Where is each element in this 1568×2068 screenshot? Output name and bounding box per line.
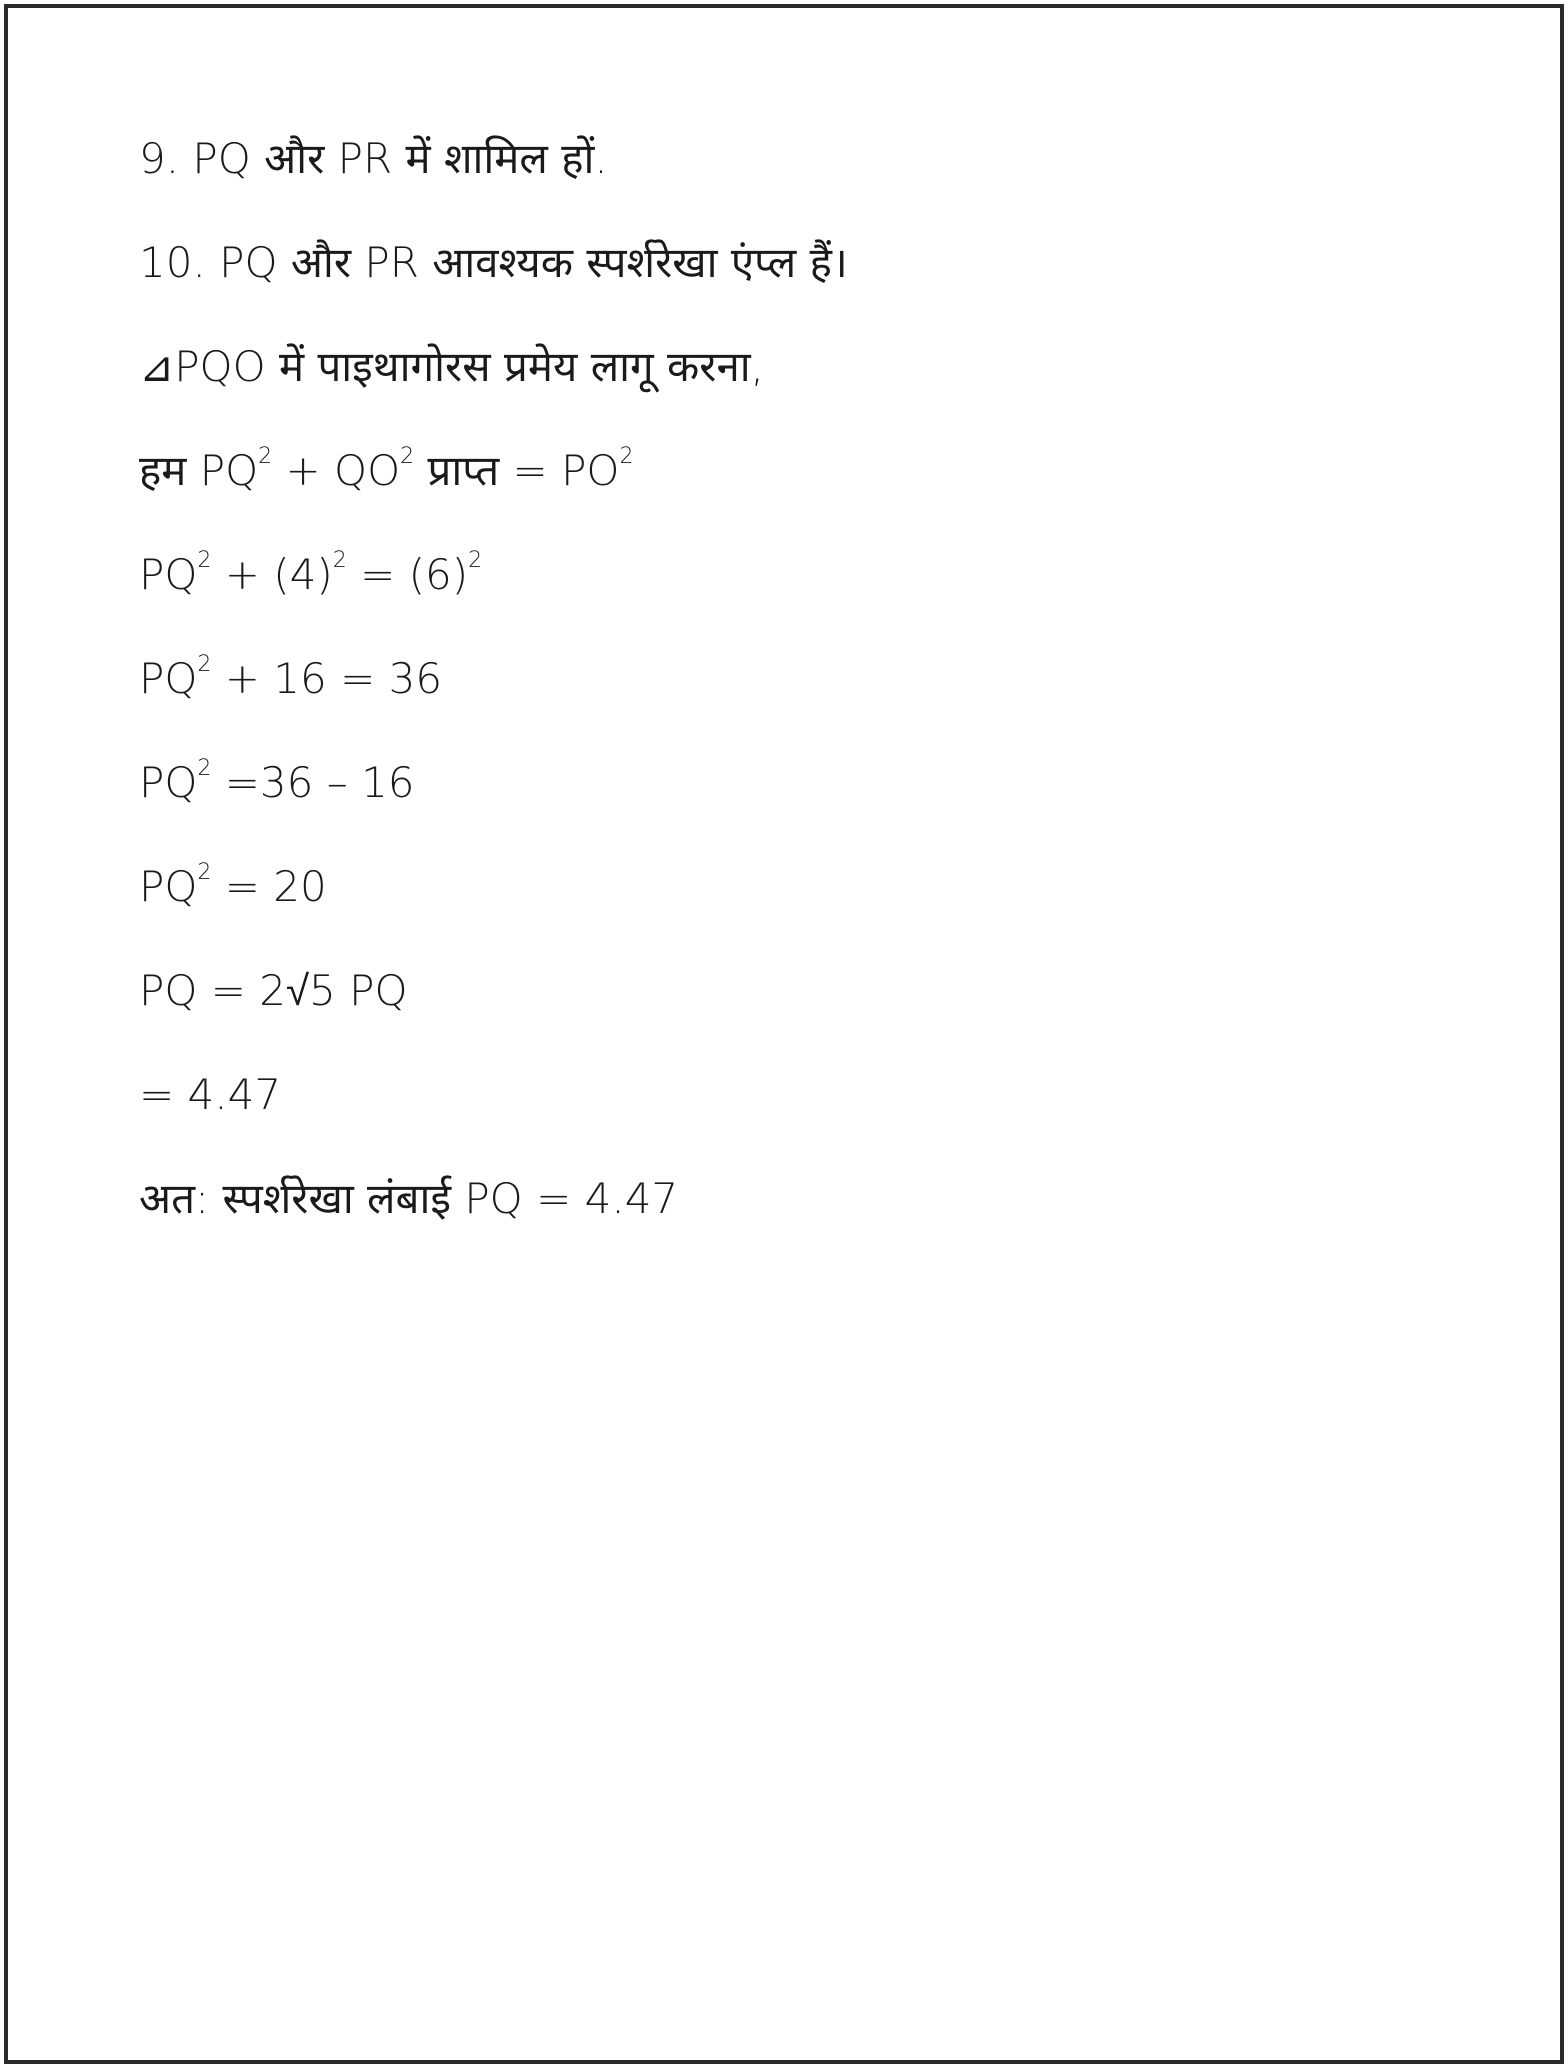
equation-root-line [139, 966, 848, 1074]
equation-subtract-line [139, 756, 848, 866]
equation-part: PQ [139, 550, 198, 599]
step-10-text: 10. PQ और PR आवश्यक स्पर्शरेखा एंप्ल हैं। [139, 238, 848, 287]
step-9-text: 9. PQ और PR में शामिल हों. [139, 134, 608, 183]
equation-part: = (6) [346, 550, 469, 599]
step-9-line [139, 134, 848, 242]
exponent: 2 [197, 860, 212, 885]
equation-general-line [139, 444, 848, 554]
equation-result-line [139, 860, 848, 970]
exponent: 2 [332, 548, 347, 573]
solution-text [139, 134, 848, 1282]
equation-part: = 20 [211, 862, 327, 911]
conclusion-line [139, 1174, 848, 1282]
exponent: 2 [258, 444, 273, 469]
equation-part: PQ [139, 862, 198, 911]
exponent: 2 [197, 548, 212, 573]
exponent: 2 [197, 756, 212, 781]
equation-part: प्राप्त = PO [414, 446, 620, 495]
equation-decimal-line [139, 1070, 848, 1178]
equation-part: + (4) [211, 550, 333, 599]
exponent: 2 [468, 548, 483, 573]
equation-part: + 16 = 36 [211, 654, 443, 703]
exponent: 2 [400, 444, 415, 469]
pythagoras-intro-line [139, 342, 848, 450]
step-10-line [139, 238, 848, 346]
pythagoras-intro-text: ⊿PQO में पाइथागोरस प्रमेय लागू करना, [139, 342, 765, 391]
document-page [4, 4, 1564, 2064]
exponent: 2 [197, 652, 212, 677]
equation-part: हम PQ [139, 446, 259, 495]
equation-root-text: PQ = 2√5 PQ [139, 966, 408, 1015]
equation-part: PQ [139, 654, 198, 703]
equation-part: + QO [272, 446, 401, 495]
equation-part: =36 – 16 [211, 758, 415, 807]
equation-squared-line [139, 652, 848, 762]
conclusion-text: अत: स्पर्शरेखा लंबाई PQ = 4.47 [139, 1174, 679, 1223]
equation-decimal-text: = 4.47 [139, 1070, 282, 1119]
exponent: 2 [619, 444, 634, 469]
equation-substituted-line [139, 548, 848, 658]
equation-part: PQ [139, 758, 198, 807]
